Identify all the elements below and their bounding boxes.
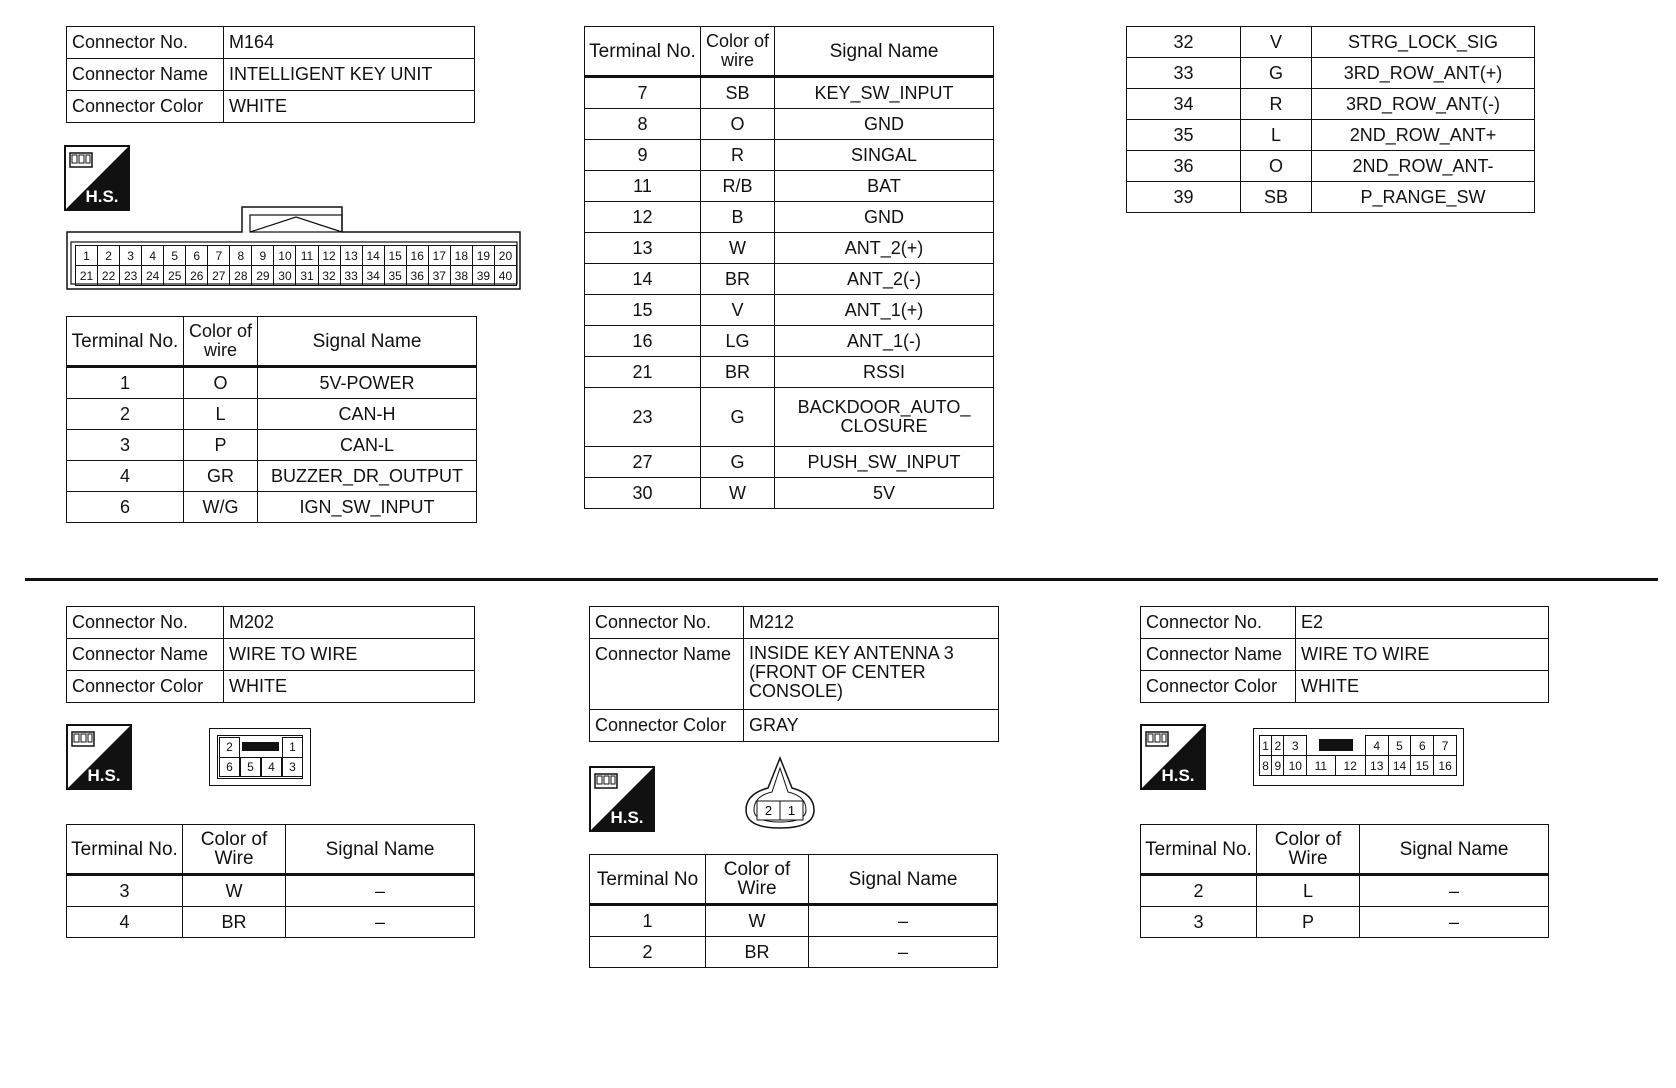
wire-color-cell: W [183,875,286,907]
table-row [1127,58,1535,89]
table-row [585,202,994,233]
pin: 6 [186,246,208,266]
signal-name-header: Signal Name [809,855,998,905]
wire-color-cell: W [706,905,809,937]
pin: 20 [494,246,516,266]
signal-name-header: Signal Name [286,825,475,875]
connector-no-label: Connector No. [590,607,744,639]
connector-no-label: Connector No. [67,607,224,639]
table-row [67,461,477,492]
terminal-no-cell: 8 [585,109,701,140]
hs-label: H.S. [610,808,644,827]
wire-color-cell: BR [701,357,775,388]
wire-color-cell: O [1241,151,1312,182]
signal-name-cell: CAN-H [258,399,477,430]
pin: 7 [1434,736,1457,756]
pin: 2 [219,737,240,758]
table-row [1141,907,1549,938]
table-row [1127,27,1535,58]
m164-connector-info [66,26,475,123]
m164-signal-table-2 [584,26,994,509]
terminal-no-cell: 4 [67,461,184,492]
terminal-no-cell: 35 [1127,120,1241,151]
pin: 3 [120,246,142,266]
table-row [67,907,475,938]
pin: 18 [450,246,472,266]
terminal-no-cell: 12 [585,202,701,233]
pin: 27 [208,266,230,286]
table-row [67,430,477,461]
wire-color-cell: R/B [701,171,775,202]
pin: 16 [1434,756,1457,776]
pin: 1 [1260,736,1272,756]
signal-name-cell: ANT_1(+) [775,295,994,326]
connector-color-label: Connector Color [67,671,224,703]
e2-pin-grid [1259,735,1457,776]
wire-color-cell: P [1257,907,1360,938]
terminal-no-cell: 16 [585,326,701,357]
pin: 2 [1272,736,1284,756]
connector-color-label: Connector Color [67,91,224,123]
pin: 11 [1307,756,1335,776]
hs-harness-side-icon [589,766,655,832]
table-row [67,399,477,430]
table-row [1127,89,1535,120]
pin: 12 [318,246,340,266]
pin: 3 [282,757,303,777]
terminal-no-cell: 34 [1127,89,1241,120]
m202-signal-table [66,824,475,938]
connector-name-value: WIRE TO WIRE [1296,639,1549,671]
terminal-no-cell: 2 [67,399,184,430]
connector-name-label: Connector Name [67,59,224,91]
wire-color-cell: BR [706,937,809,968]
wire-color-cell: L [184,399,258,430]
signal-name-cell: – [1360,875,1549,907]
color-of-wire-header: Color of wire [184,317,258,367]
signal-name-cell: 2ND_ROW_ANT- [1312,151,1535,182]
pin: 8 [230,246,252,266]
table-row [590,905,998,937]
connector-name-label: Connector Name [590,639,744,710]
connector-color-value: GRAY [744,710,999,742]
wire-color-cell: G [1241,58,1312,89]
e2-connector-face [1253,728,1464,786]
pin: 31 [296,266,318,286]
pin: 39 [472,266,494,286]
wire-color-cell: GR [184,461,258,492]
signal-name-cell: ANT_2(+) [775,233,994,264]
pin: 5 [164,246,186,266]
hs-harness-side-icon [64,145,130,211]
pin: 13 [1365,756,1388,776]
pin: 4 [1365,736,1388,756]
terminal-no-cell: 2 [590,937,706,968]
terminal-no-cell: 9 [585,140,701,171]
connector-color-value: WHITE [1296,671,1549,703]
pin: 30 [274,266,296,286]
table-row [67,492,477,523]
pin: 14 [362,246,384,266]
pin: 2 [764,803,773,818]
signal-name-cell: P_RANGE_SW [1312,182,1535,213]
terminal-no-cell: 32 [1127,27,1241,58]
pin: 23 [120,266,142,286]
pin: 8 [1260,756,1272,776]
table-row [1127,120,1535,151]
pin: 10 [1284,756,1307,776]
m164-signal-table-1 [66,316,477,523]
hs-label: H.S. [87,766,121,785]
key-block [1307,736,1366,756]
pin: 22 [98,266,120,286]
signal-name-cell: – [286,907,475,938]
table-row [585,388,994,447]
pin: 38 [450,266,472,286]
table-row [585,171,994,202]
m212-connector-info [589,606,999,742]
hs-label: H.S. [1161,766,1195,785]
pin: 9 [1272,756,1284,776]
m164-pin-grid [75,245,517,286]
terminal-no-header: Terminal No [590,855,706,905]
wire-color-cell: P [184,430,258,461]
table-row [1127,182,1535,213]
signal-name-cell: BAT [775,171,994,202]
signal-name-cell: BUZZER_DR_OUTPUT [258,461,477,492]
signal-name-cell: – [286,875,475,907]
pin: 28 [230,266,252,286]
pin: 14 [1388,756,1411,776]
terminal-no-cell: 39 [1127,182,1241,213]
wire-color-cell: W [701,478,775,509]
signal-name-header: Signal Name [1360,825,1549,875]
signal-name-cell: BACKDOOR_AUTO_ CLOSURE [775,388,994,447]
signal-name-cell: IGN_SW_INPUT [258,492,477,523]
terminal-no-header: Terminal No. [67,317,184,367]
connector-no-value: M212 [744,607,999,639]
pin: 32 [318,266,340,286]
pin: 15 [384,246,406,266]
pin: 2 [98,246,120,266]
table-row [585,478,994,509]
hs-harness-side-icon [66,724,132,790]
signal-name-cell: 2ND_ROW_ANT+ [1312,120,1535,151]
signal-name-cell: SINGAL [775,140,994,171]
pin: 3 [1284,736,1307,756]
signal-name-header: Signal Name [258,317,477,367]
terminal-no-cell: 6 [67,492,184,523]
wire-color-cell: O [184,367,258,399]
signal-name-header: Signal Name [775,27,994,77]
key-block [242,742,279,751]
connector-no-label: Connector No. [67,27,224,59]
pin: 12 [1335,756,1365,776]
signal-name-cell: KEY_SW_INPUT [775,77,994,109]
terminal-no-cell: 7 [585,77,701,109]
connector-color-value: WHITE [224,91,475,123]
signal-name-cell: – [809,905,998,937]
table-row [67,875,475,907]
pin: 1 [76,246,98,266]
wire-color-cell: SB [701,77,775,109]
table-row [585,233,994,264]
wire-color-cell: BR [183,907,286,938]
table-row [1127,151,1535,182]
table-row [585,357,994,388]
connector-name-value: INTELLIGENT KEY UNIT [224,59,475,91]
signal-name-cell: RSSI [775,357,994,388]
m202-connector-face [209,728,311,786]
pin: 4 [261,757,282,777]
pin: 17 [428,246,450,266]
wire-color-cell: R [1241,89,1312,120]
wire-color-cell: O [701,109,775,140]
signal-name-cell: CAN-L [258,430,477,461]
wire-color-cell: V [701,295,775,326]
terminal-no-header: Terminal No. [1141,825,1257,875]
terminal-no-cell: 3 [67,430,184,461]
wire-color-cell: L [1257,875,1360,907]
section-divider [25,578,1658,581]
connector-name-label: Connector Name [67,639,224,671]
wire-color-cell: G [701,388,775,447]
connector-no-label: Connector No. [1141,607,1296,639]
connector-no-value: E2 [1296,607,1549,639]
wire-color-cell: L [1241,120,1312,151]
pin: 5 [240,757,261,777]
color-of-wire-header: Color of wire [701,27,775,77]
terminal-no-cell: 3 [1141,907,1257,938]
color-of-wire-header: Color of Wire [1257,825,1360,875]
connector-color-label: Connector Color [590,710,744,742]
table-row [585,326,994,357]
pin: 6 [1411,736,1434,756]
connector-color-value: WHITE [224,671,475,703]
wire-color-cell: W/G [184,492,258,523]
signal-name-cell: STRG_LOCK_SIG [1312,27,1535,58]
wire-color-cell: W [701,233,775,264]
pin: 5 [1388,736,1411,756]
connector-no-value: M164 [224,27,475,59]
terminal-no-cell: 4 [67,907,183,938]
signal-name-cell: 5V-POWER [258,367,477,399]
pin: 35 [384,266,406,286]
pin: 10 [274,246,296,266]
signal-name-cell: 5V [775,478,994,509]
pin: 25 [164,266,186,286]
wire-color-cell: LG [701,326,775,357]
table-row [585,77,994,109]
terminal-no-cell: 23 [585,388,701,447]
pin: 40 [494,266,516,286]
terminal-no-header: Terminal No. [585,27,701,77]
pin: 11 [296,246,318,266]
signal-name-cell: GND [775,202,994,233]
wire-color-cell: BR [701,264,775,295]
m164-signal-table-3 [1126,26,1535,213]
wire-color-cell: SB [1241,182,1312,213]
terminal-no-cell: 36 [1127,151,1241,182]
signal-name-cell: – [809,937,998,968]
terminal-no-cell: 3 [67,875,183,907]
signal-name-cell: ANT_1(-) [775,326,994,357]
pin: 33 [340,266,362,286]
pin: 29 [252,266,274,286]
pin: 36 [406,266,428,286]
terminal-no-cell: 1 [67,367,184,399]
pin: 26 [186,266,208,286]
terminal-no-cell: 2 [1141,875,1257,907]
terminal-no-cell: 21 [585,357,701,388]
pin: 6 [219,757,240,777]
terminal-no-cell: 30 [585,478,701,509]
pin: 1 [787,803,796,818]
color-of-wire-header: Color of Wire [183,825,286,875]
wire-color-cell: B [701,202,775,233]
pin: 9 [252,246,274,266]
terminal-no-cell: 11 [585,171,701,202]
hs-label: H.S. [85,187,119,206]
pin: 1 [282,737,303,758]
terminal-no-header: Terminal No. [67,825,183,875]
signal-name-cell: 3RD_ROW_ANT(+) [1312,58,1535,89]
wire-color-cell: G [701,447,775,478]
connector-name-value: WIRE TO WIRE [224,639,475,671]
table-row [67,367,477,399]
signal-name-cell: – [1360,907,1549,938]
m212-connector-face [740,756,820,832]
wire-color-cell: V [1241,27,1312,58]
m202-connector-info [66,606,475,703]
pin: 34 [362,266,384,286]
connector-color-label: Connector Color [1141,671,1296,703]
m212-signal-table [589,854,998,968]
pin: 13 [340,246,362,266]
table-row [1141,875,1549,907]
terminal-no-cell: 33 [1127,58,1241,89]
e2-connector-info [1140,606,1549,703]
pin: 24 [142,266,164,286]
terminal-no-cell: 15 [585,295,701,326]
pin: 16 [406,246,428,266]
connector-no-value: M202 [224,607,475,639]
pin: 19 [472,246,494,266]
signal-name-cell: 3RD_ROW_ANT(-) [1312,89,1535,120]
wire-color-cell: R [701,140,775,171]
table-row [590,937,998,968]
table-row [585,140,994,171]
table-row [585,264,994,295]
table-row [585,109,994,140]
table-row [585,295,994,326]
connector-name-label: Connector Name [1141,639,1296,671]
pin: 15 [1411,756,1434,776]
terminal-no-cell: 1 [590,905,706,937]
pin: 21 [76,266,98,286]
pin: 37 [428,266,450,286]
terminal-no-cell: 13 [585,233,701,264]
terminal-no-cell: 27 [585,447,701,478]
table-row [585,447,994,478]
connector-name-value: INSIDE KEY ANTENNA 3 (FRONT OF CENTER CONSOLE) [744,639,999,710]
pin: 4 [142,246,164,266]
color-of-wire-header: Color of Wire [706,855,809,905]
e2-signal-table [1140,824,1549,938]
signal-name-cell: ANT_2(-) [775,264,994,295]
signal-name-cell: GND [775,109,994,140]
hs-harness-side-icon [1140,724,1206,790]
signal-name-cell: PUSH_SW_INPUT [775,447,994,478]
pin: 7 [208,246,230,266]
terminal-no-cell: 14 [585,264,701,295]
